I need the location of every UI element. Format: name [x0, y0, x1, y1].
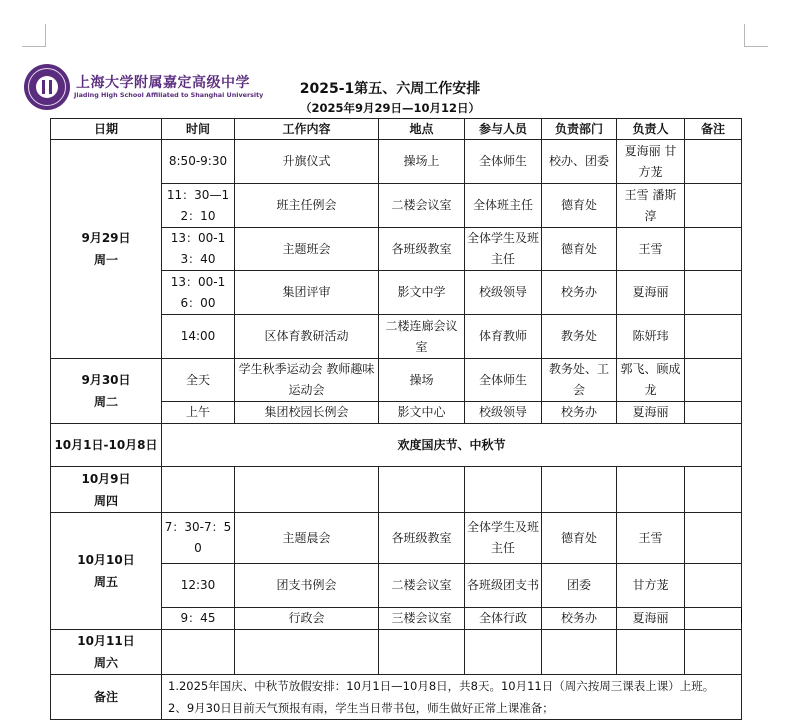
header-lead: 负责人	[617, 119, 685, 140]
date-cell	[51, 630, 162, 675]
content-cell	[235, 630, 379, 675]
people-cell: 体育教师	[465, 315, 542, 359]
schedule-table	[50, 118, 742, 720]
table-row	[51, 513, 742, 564]
time-cell: 14:00	[162, 315, 235, 359]
school-name-cn: 上海大学附属嘉定高级中学	[76, 75, 250, 91]
table-row	[51, 675, 742, 720]
table-row	[51, 140, 742, 184]
notes-label-cell: 备注	[51, 675, 162, 720]
school-name-en: Jiading High School Affiliated to Shanghai University	[74, 91, 264, 99]
crop-mark-top-right	[744, 46, 768, 47]
note-cell	[685, 140, 742, 184]
date-label: 10月10日	[77, 553, 135, 567]
dept-cell	[542, 630, 617, 675]
place-cell	[379, 630, 465, 675]
time-cell: 8:50-9:30	[162, 140, 235, 184]
place-cell: 影文中心	[379, 402, 465, 424]
place-cell: 操场	[379, 359, 465, 402]
place-cell: 二楼会议室	[379, 184, 465, 228]
note-cell	[685, 467, 742, 513]
date-cell: 10月1日-10月8日	[51, 424, 162, 467]
time-cell: 11：30—12：10	[162, 184, 235, 228]
note-cell	[685, 271, 742, 315]
note-cell	[685, 564, 742, 608]
place-cell: 二楼会议室	[379, 564, 465, 608]
lead-cell: 陈妍玮	[617, 315, 685, 359]
dept-cell: 德育处	[542, 184, 617, 228]
table-row	[51, 359, 742, 402]
content-cell: 行政会	[235, 608, 379, 630]
time-cell: 13：00-13：40	[162, 228, 235, 271]
holiday-cell: 欢度国庆节、中秋节	[162, 424, 742, 467]
table-row	[51, 424, 742, 467]
dept-cell: 校务办	[542, 271, 617, 315]
content-cell: 班主任例会	[235, 184, 379, 228]
time-cell: 全天	[162, 359, 235, 402]
place-cell: 二楼连廊会议室	[379, 315, 465, 359]
note-cell	[685, 630, 742, 675]
place-cell: 三楼会议室	[379, 608, 465, 630]
content-cell: 团支书例会	[235, 564, 379, 608]
header-content: 工作内容	[235, 119, 379, 140]
dept-cell: 校务办	[542, 608, 617, 630]
note-line-2: 2、9月30日目前天气预报有雨，学生当日带书包，师生做好正常上课准备；	[168, 701, 554, 715]
time-cell: 9：45	[162, 608, 235, 630]
people-cell: 全体学生及班主任	[465, 228, 542, 271]
header-dept: 负责部门	[542, 119, 617, 140]
header-note: 备注	[685, 119, 742, 140]
weekday-label: 周二	[93, 395, 118, 409]
weekday-label: 周一	[93, 253, 118, 267]
content-cell	[235, 467, 379, 513]
time-cell: 7：30-7：50	[162, 513, 235, 564]
school-seal-icon	[24, 64, 70, 110]
note-cell	[685, 228, 742, 271]
document-subtitle: （2025年9月29日—10月12日）	[299, 101, 481, 115]
time-cell: 13：00-16：00	[162, 271, 235, 315]
school-logo	[24, 64, 264, 112]
date-cell	[51, 140, 162, 359]
weekday-label: 周四	[93, 493, 118, 508]
date-cell	[51, 359, 162, 424]
content-cell: 升旗仪式	[235, 140, 379, 184]
lead-cell: 夏海丽 甘方茏	[617, 140, 685, 184]
dept-cell: 校办、团委	[542, 140, 617, 184]
dept-cell: 德育处	[542, 513, 617, 564]
table-row	[51, 630, 742, 675]
date-cell	[51, 467, 162, 513]
lead-cell: 夏海丽	[617, 402, 685, 424]
note-cell	[685, 402, 742, 424]
weekday-label: 周六	[93, 656, 118, 670]
people-cell: 校级领导	[465, 271, 542, 315]
lead-cell: 王雪	[617, 228, 685, 271]
content-cell: 主题晨会	[235, 513, 379, 564]
weekday-label: 周五	[93, 575, 118, 589]
date-label: 10月11日	[77, 634, 135, 648]
people-cell: 全体行政	[465, 608, 542, 630]
note-line-1: 1.2025年国庆、中秋节放假安排：10月1日—10月8日，共8天。10月11日（周六按周三课表上课）上班。	[168, 679, 715, 693]
people-cell: 各班级团支书	[465, 564, 542, 608]
header-people: 参与人员	[465, 119, 542, 140]
people-cell: 全体师生	[465, 359, 542, 402]
content-cell: 区体育教研活动	[235, 315, 379, 359]
people-cell	[465, 630, 542, 675]
lead-cell: 甘方茏	[617, 564, 685, 608]
content-cell: 主题班会	[235, 228, 379, 271]
dept-cell: 德育处	[542, 228, 617, 271]
lead-cell: 郭飞、顾成龙	[617, 359, 685, 402]
header-time: 时间	[162, 119, 235, 140]
dept-cell: 团委	[542, 564, 617, 608]
time-cell	[162, 630, 235, 675]
content-cell: 集团评审	[235, 271, 379, 315]
content-cell: 集团校园长例会	[235, 402, 379, 424]
document-title: 2025-1第五、六周工作安排	[299, 81, 481, 97]
people-cell: 全体班主任	[465, 184, 542, 228]
dept-cell: 校务办	[542, 402, 617, 424]
time-cell: 12:30	[162, 564, 235, 608]
lead-cell: 夏海丽	[617, 608, 685, 630]
crop-mark-top-left	[22, 46, 46, 47]
date-label: 10月9日	[81, 471, 131, 486]
header-row	[51, 119, 742, 140]
place-cell: 操场上	[379, 140, 465, 184]
date-label: 9月29日	[81, 231, 131, 245]
lead-cell: 王雪 潘斯淳	[617, 184, 685, 228]
lead-cell: 夏海丽	[617, 271, 685, 315]
people-cell: 全体师生	[465, 140, 542, 184]
note-cell	[685, 315, 742, 359]
text-cursor	[741, 609, 742, 623]
place-cell: 影文中学	[379, 271, 465, 315]
place-cell: 各班级教室	[379, 513, 465, 564]
people-cell: 全体学生及班主任	[465, 513, 542, 564]
lead-cell	[617, 630, 685, 675]
lead-cell	[617, 467, 685, 513]
note-cell	[685, 184, 742, 228]
dept-cell: 教务处	[542, 315, 617, 359]
crop-mark-top-right	[744, 24, 745, 47]
note-cell	[685, 513, 742, 564]
crop-mark-top-left	[45, 24, 46, 47]
dept-cell: 教务处、工会	[542, 359, 617, 402]
people-cell	[465, 467, 542, 513]
time-cell: 上午	[162, 402, 235, 424]
header-place: 地点	[379, 119, 465, 140]
note-cell	[685, 359, 742, 402]
dept-cell	[542, 467, 617, 513]
place-cell: 各班级教室	[379, 228, 465, 271]
lead-cell: 王雪	[617, 513, 685, 564]
content-cell: 学生秋季运动会 教师趣味运动会	[235, 359, 379, 402]
table-row	[51, 467, 742, 513]
note-cell	[685, 608, 742, 630]
date-cell	[51, 513, 162, 630]
header-date: 日期	[51, 119, 162, 140]
notes-cell	[162, 675, 742, 720]
date-label: 9月30日	[81, 373, 131, 387]
time-cell	[162, 467, 235, 513]
people-cell: 校级领导	[465, 402, 542, 424]
place-cell	[379, 467, 465, 513]
